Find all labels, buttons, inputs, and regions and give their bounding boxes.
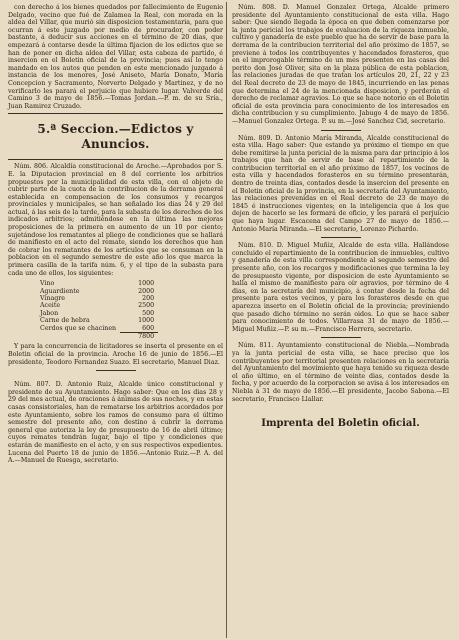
tariff-row bbox=[40, 280, 158, 287]
tariff-item: Cerdos que se chacinen bbox=[40, 324, 117, 332]
notice-807: Núm. 807. D. Antonio Ruiz, Alcalde único constitucional y presidente de su Ayuntamiento. Hago saber: Que en los dias 28 y 29 del mes actual, de oraciones á ánimas de sus noches, y en estas casas consistoriales, han de rematarse los arbitrios acordados por este Ayuntamiento, sobre los ramos de consumo para el último semestre del presente año, con destino á cubrir la derrama general que autoriza la ley de presupuesto de 16 de abril último; cuyos remates tendrán lugar, bajo el tipo y condiciones que estarán de manifiesto en el acto, y en sus respectivos expedientes. Lucena del Puerto 18 de junio de 1856.—Antonio Ruiz.—P. A. del A.—Manuel de Ruesga, secretario. bbox=[8, 381, 223, 465]
tariff-item: Vinagre bbox=[40, 295, 66, 303]
tariff-total: 7800 bbox=[120, 333, 158, 341]
notice-809: Núm. 809. D. Antonio María Miranda, Alcalde constitucional de esta villa. Hago saber: Que estando ya próximo el tiempo en que debe remitirse la junta pericial de la misma para dar principio á los trabajos que han de servir de base al repartimiento de la contribucion territorial en el año próximo de 1857, los vecinos de esta villa y hacendados forasteros en su término presentarán, dentro de treinta dias, contados desde la insercion del presente en el Boletin oficial de la provincia, en la secretaría del Ayuntamiento, las relaciones prevenidas en el Real decreto de 23 de mayo de 1845 é instrucciones vigentes; en la inteligencia que á los que dejen de hacerlo se les formará de oficio, y les parará el perjuicio que haya lugar. Escacena del Campo 27 de mayo de 1856.—Antonio María Miranda.—El secretario, Lorenzo Pichardo. bbox=[232, 134, 449, 233]
right-column bbox=[232, 4, 449, 430]
notice-808: Núm. 808. D. Manuel Gonzalez Ortega, Alcalde primero presidente del Ayuntamiento constitucional de esta villa. Hago saber: Que siendo llegada la época en que deben comenzarse por la junta pericial los trabajos de evaluacion de la riqueza inmueble, cultivo y ganadería de este pueblo que ha de servir de base para la derrama de la contribucion territorial del año próximo de 1857, se previene á todos los contribuyentes y hacendados forasteros, que en el improrogable término de un mes presenten en las casas del perito don José Oliver, sita en la plaza pública de esta poblacion, las relaciones juradas de que tratan los artículos 20, 21, 22 y 23 del Real decreto de 23 de mayo de 1845, incurriendo en las penas que determina el 24 de la mencionada disposicion, y perderán el derecho de reclamar agravios. Lo que se hace notorio en el Boletin oficial de esta provincia para conocimiento de los interesados en dicha contribucion y su cumplimiento. Jabugo 4 de mayo de 1856.—Manuel Gonzalez Ortega. P. su m.—José Sanchez Cid, secretario. bbox=[232, 4, 449, 125]
section-rule-top bbox=[8, 113, 223, 114]
tariff-amount: 2500 bbox=[138, 302, 155, 310]
tariff-row bbox=[40, 295, 158, 302]
notice-separator bbox=[321, 337, 361, 338]
notice-separator bbox=[321, 130, 361, 131]
tariff-row bbox=[40, 325, 158, 333]
tariff-amount: 200 bbox=[142, 295, 155, 303]
tariff-item: Aceite bbox=[40, 302, 61, 310]
notice-separator bbox=[96, 370, 136, 371]
printer-imprint: Imprenta del Boletin oficial. bbox=[261, 418, 420, 430]
notice-806: Núm. 806. Alcaldía constitucional de Aroche.—Aprobados por S. E. la Diputacion provincial en 8 del corriente los arbitrios propuestos por la municipalidad de esta villa, con el objeto de cubrir parte de la cuota de la contribucion de la derrama general establecida en compensacion de los consumos y recargos provinciales y municipales, se han señalado los dias 24 y 29 del actual, á las seis de la tarde, para la subasta de los derechos de los indicados arbitrios; admitiéndose en la última las mejoras proposiciones de la primera en aumento de un 10 por ciento; sujetándose los rematantes al pliego de condiciones que se hallará de manifiesto en el acto del remate, siendo los derechos que han de cobrar los rematantes de los artículos que se consuman en la poblacion en el segundo semestre de este año los que marca la primera casilla de la tarifa núm. 6, y el tipo de la subasta para cada uno de ellos, los siguientes: bbox=[8, 163, 223, 277]
continued-edict: con derecho á los bienes quedados por fallecimiento de Eugenio Delgado, vecino que fué de Zalamea la Real, con morada en la aldea del Villar, que murió sin disposicion testamentaria, para que ocurran á este juzgado por medio de procurador, con poder bastante, á deducir sus acciones en el término de 20 dias, que empezará á contarse desde la última fijacion de los edictos que se han de poner en dicha aldea del Villar, esta cabeza de partido, é insercion en el Boletin oficial de la provincia; pues así lo tengo mandado en los autos que penden en este mencionado juzgado á instancia de los menores, José Aniseto, María Donato, María Concepcion y Sacramento, Norverto Delgado y Martinez, y de no verificarlo les parará el perjuicio que hubiere lugar. Valverde del Camino 3 de mayo de 1856.—Tomas Jordan.—P. m. de su Sría., Juan Ramirez Cruzado. bbox=[8, 4, 223, 110]
tariff-amount: 1000 bbox=[138, 280, 155, 288]
section-rule-bottom bbox=[8, 159, 223, 160]
tariff-item: Vino bbox=[40, 280, 55, 288]
section-title: 5.ª Seccion.—Edictos y Anuncios. bbox=[37, 122, 194, 152]
notice-separator bbox=[321, 237, 361, 238]
tariff-row bbox=[40, 288, 158, 295]
tariff-amount: 1000 bbox=[138, 317, 155, 325]
tariff-item: Carne de hebra bbox=[40, 317, 90, 325]
column-divider bbox=[226, 2, 227, 638]
tariff-item: Aguardiente bbox=[40, 287, 80, 295]
tariff-row bbox=[40, 302, 158, 309]
tariff-amount: 600 bbox=[142, 324, 155, 332]
tariff-table bbox=[40, 280, 158, 340]
tariff-item: Jabon bbox=[40, 309, 59, 317]
notice-810: Núm. 810. D. Miguel Muñiz, Alcalde de esta villa. Hallándose concluido el repartimiento de la contribucion de inmuebles, cultivo y ganadería de esta villa correspondiente al segundo semestre del presente año, con los recargos y modificaciones que termina la ley de presupuesto vigente, por disposicion de este Ayuntamiento se halla el mismo de manifiesto para oír agravios, por término de 4 dias, en la secretaría del municipio, á contar desde la fecha del presente para estos vecinos, y para los forasteros desde en que aparezca inserto en el Boletin oficial de la provincia; previniendo que pasado dicho término no serán oidos. Lo que se hace saber para conocimiento de todos. Villarrasa 31 de mayo de 1856.—Miguel Muñiz.—P. su m.—Francisco Herrera, secretario. bbox=[232, 242, 449, 333]
left-column bbox=[8, 4, 223, 466]
notice-811: Núm. 811. Ayuntamiento constitucional de Niebla.—Nombrada ya la junta pericial de esta villa, se hace preciso que los contribuyentes por territorial presenten relaciones en la secretaría del Ayuntamiento del movimiento que haya tenido su riqueza desde el año último, en el término de veinte dias, contados desde la fecha, y por acuerdo de la corporacion se avisa á los interesados en Niebla á 31 de mayo de 1856.—El presidente, Jacobo Sabona.—El secretario, Francisco Llallar. bbox=[232, 342, 449, 403]
tariff-amount: 2000 bbox=[138, 287, 155, 295]
tariff-row bbox=[40, 317, 158, 324]
tariff-row bbox=[40, 310, 158, 317]
notice-806-closing: Y para la concurrencia de licitadores se inserta el presente en el Boletin oficial de la provincia. Aroche 16 de junio de 1856.—El presidente, Teodoro Fernandez Suazo. El secretario, Manuel Diaz. bbox=[8, 343, 223, 366]
tariff-amount: 500 bbox=[142, 309, 155, 317]
